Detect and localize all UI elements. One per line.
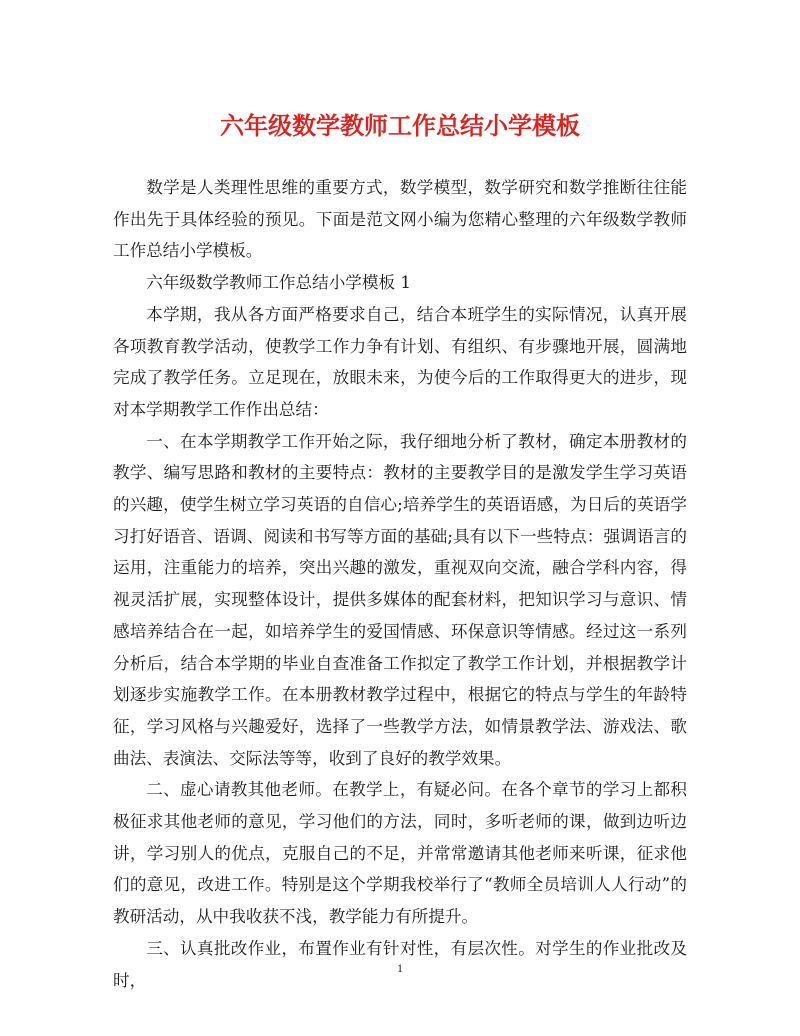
section-heading: 六年级数学教师工作总结小学模板 1 [146,273,411,293]
body-paragraph: 本学期，我从各方面严格要求自己，结合本班学生的实际情况，认真开展各项教育教学活动，使教学工作力争有计划、有组织、有步骤地开展，圆满地完成了教学任务。立足现在，放眼未来，为使今后的工作取得更大的进步，现对本学期教学工作作出总结： [113,304,687,419]
body-paragraph: 三、认真批改作业，布置作业有针对性，有层次性。对学生的作业批改及时， [113,938,687,990]
body-paragraph: 一、在本学期教学工作开始之际，我仔细地分析了教材，确定本册教材的教学、编写思路和教材的主要特点：教材的主要教学目的是激发学生学习英语的兴趣，使学生树立学习英语的自信心;培养学生的英语语感，为日后的英语学习打好语音、语调、阅读和书写等方面的基础;具有以下一些特点：强调语言的运用，注重能力的培养，突出兴趣的激发，重视双向交流，融合学科内容，得视灵活扩展，实现整体设计，提供多媒体的配套材料，把知识学习与意识、情感培养结合在一起，如培养学生的爱国情感、环保意识等情感。经过这一系列分析后，结合本学期的毕业自查准备工作拟定了教学工作计划，并根据教学计划逐步实施教学工作。在本册教材教学过程中，根据它的特点与学生的年龄特征，学习风格与兴趣爱好，选择了一些教学方法，如情景教学法、游戏法、歌曲法、表演法、交际法等等，收到了良好的教学效果。 [113,431,687,768]
document-title: 六年级数学教师工作总结小学模板 [220,111,580,140]
page-number: 1 [397,961,403,975]
body-paragraph: 二、虚心请教其他老师。在教学上，有疑必问。在各个章节的学习上都积极征求其他老师的意见，学习他们的方法，同时，多听老师的课，做到边听边讲，学习别人的优点，克服自己的不足，并常常邀请其他老师来听课，征求他们的意见，改进工作。特别是这个学期我校举行了“教师全员培训人人行动”的教研活动，从中我收获不浅，教学能力有所提升。 [113,780,687,927]
intro-paragraph: 数学是人类理性思维的重要方式，数学模型，数学研究和数学推断往往能作出先于具体经验的预见。下面是范文网小编为您精心整理的六年级数学教师工作总结小学模板。 [113,178,687,261]
document-body [113,172,687,996]
